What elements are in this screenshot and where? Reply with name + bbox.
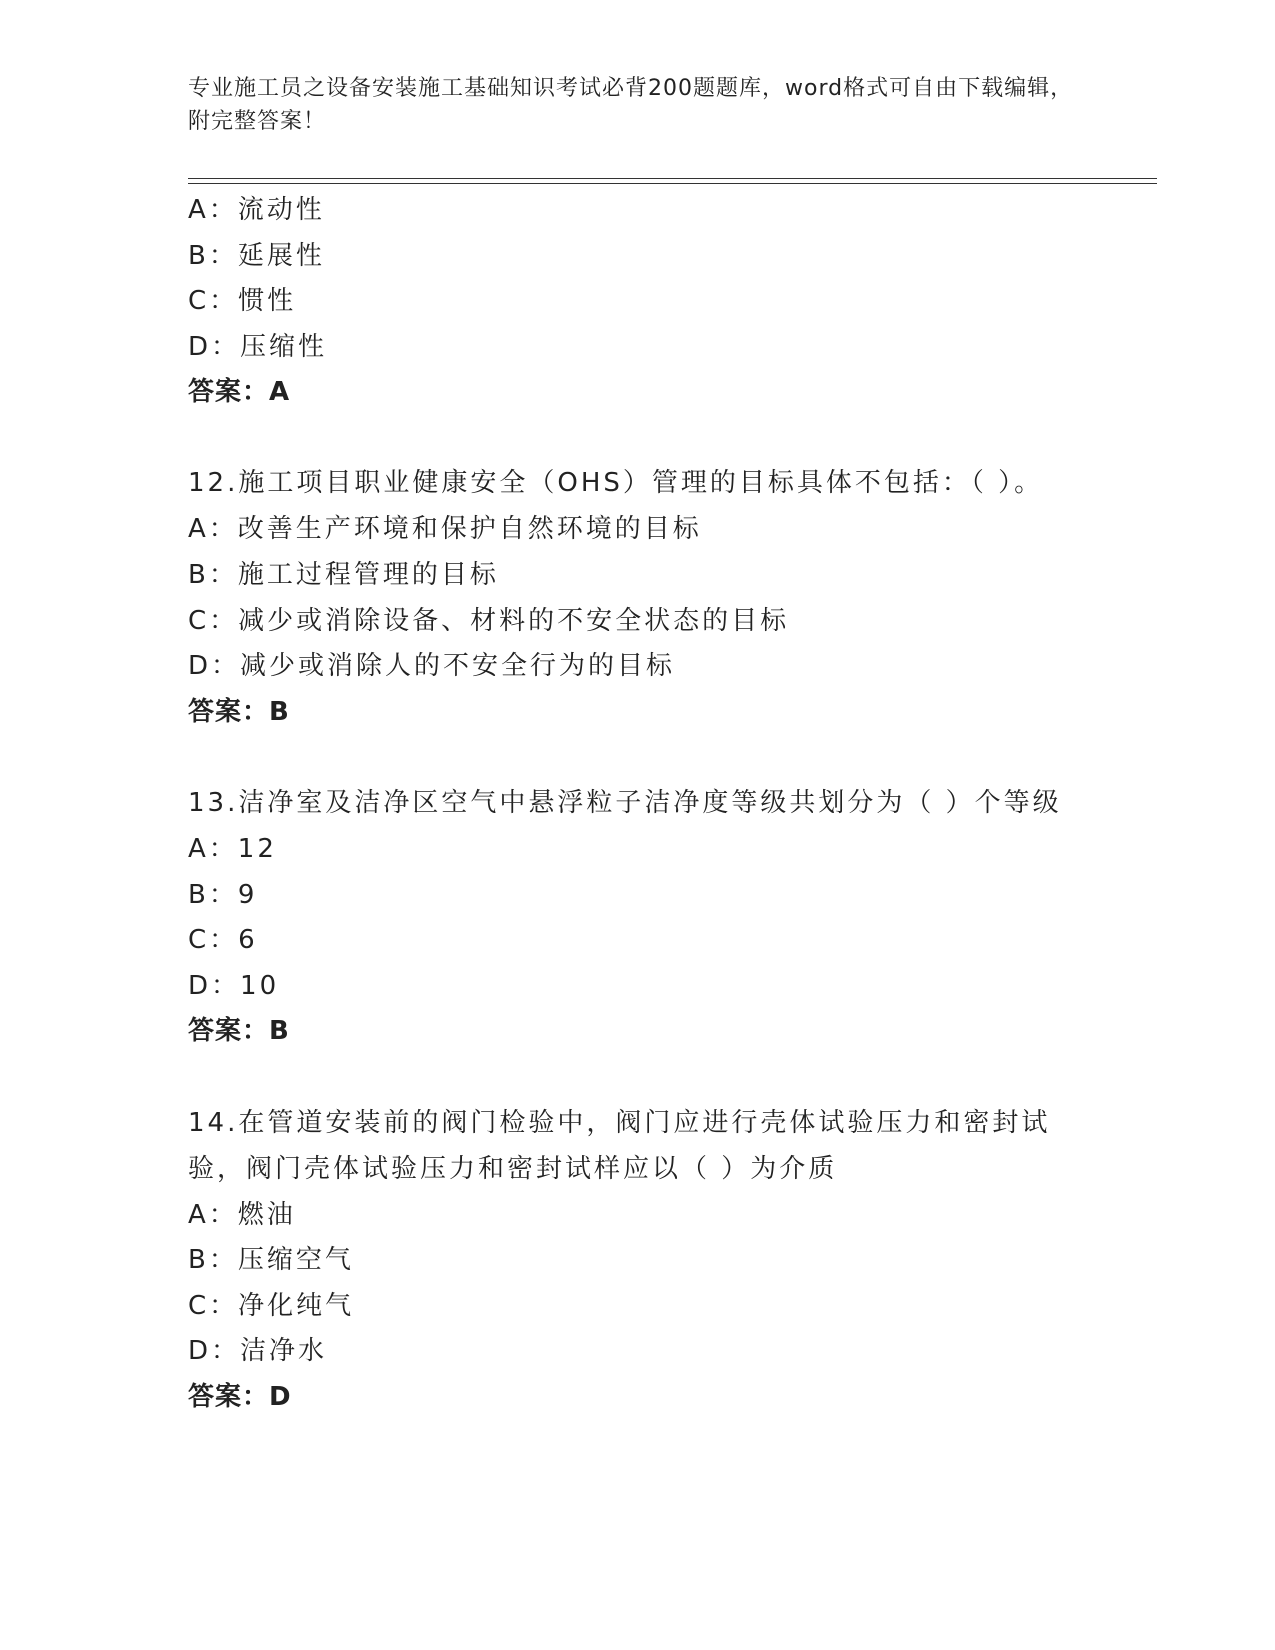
q14-option-b: B：压缩空气 <box>188 1245 354 1275</box>
document-header: 专业施工员之设备安装施工基础知识考试必背200题题库，word格式可自由下载编辑，附完整答案！ <box>188 76 1074 134</box>
q13-option-b: B：9 <box>188 880 258 910</box>
q12-option-b: B：施工过程管理的目标 <box>188 560 499 590</box>
q13-option-c: C：6 <box>188 925 258 955</box>
q11-option-c: C：惯性 <box>188 286 297 316</box>
q13-option-d: D：10 <box>188 971 280 1001</box>
q13-question: 13.洁净室及洁净区空气中悬浮粒子洁净度等级共划分为（ ）个等级 <box>188 788 1062 818</box>
q11-option-b: B：延展性 <box>188 241 325 271</box>
q14-question: 14.在管道安装前的阀门检验中，阀门应进行壳体试验压力和密封试验，阀门壳体试验压力和密封试样应以（ ）为介质 <box>188 1108 1051 1184</box>
q11-option-d: D：压缩性 <box>188 332 328 362</box>
q13-option-a: A：12 <box>188 834 277 864</box>
header-divider-top <box>188 178 1157 179</box>
q13-answer: 答案：B <box>188 1016 290 1046</box>
q14-option-c: C：净化纯气 <box>188 1291 355 1321</box>
q11-option-a: A：流动性 <box>188 195 325 225</box>
q11-answer: 答案：A <box>188 377 291 407</box>
q12-option-d: D：减少或消除人的不安全行为的目标 <box>188 651 676 681</box>
header-divider-bottom <box>188 183 1157 184</box>
q12-question: 12.施工项目职业健康安全（OHS）管理的目标具体不包括：（ ）。 <box>188 468 1044 498</box>
q14-answer: 答案：D <box>188 1382 292 1412</box>
q12-option-c: C：减少或消除设备、材料的不安全状态的目标 <box>188 606 790 636</box>
q14-option-d: D：洁净水 <box>188 1336 328 1366</box>
q12-option-a: A：改善生产环境和保护自然环境的目标 <box>188 514 702 544</box>
q14-option-a: A：燃油 <box>188 1200 296 1230</box>
q12-answer: 答案：B <box>188 697 290 727</box>
